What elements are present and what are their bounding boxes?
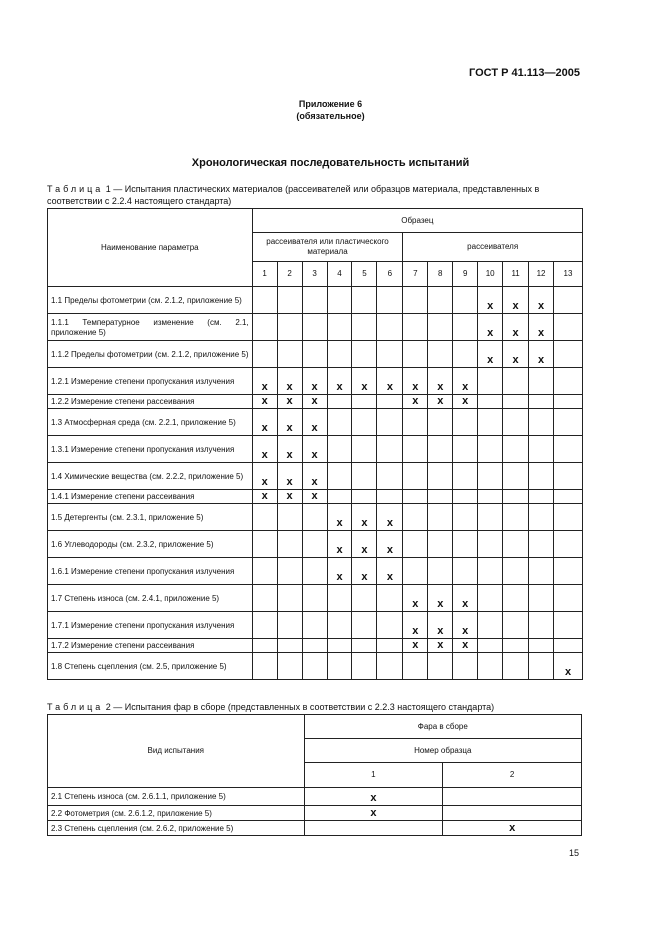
appendix-title: Приложение 6 bbox=[298, 99, 363, 109]
column-number: 9 bbox=[453, 262, 478, 287]
mark-cell bbox=[377, 490, 403, 504]
mark-cell bbox=[352, 639, 377, 653]
mark-cell: x bbox=[327, 531, 352, 558]
column-number: 2 bbox=[443, 763, 582, 788]
table-row bbox=[48, 558, 583, 585]
row-label: 1.4 Химические вещества (см. 2.2.2, приложение 5) bbox=[48, 463, 253, 490]
mark-cell bbox=[252, 612, 277, 639]
column-number: 3 bbox=[302, 262, 327, 287]
row-label: 2.3 Степень сцепления (см. 2.6.2, приложение 5) bbox=[48, 821, 305, 836]
mark-cell bbox=[478, 531, 503, 558]
mark-cell: x bbox=[352, 504, 377, 531]
mark-cell: x bbox=[478, 314, 503, 341]
table-row bbox=[48, 341, 583, 368]
mark-cell bbox=[352, 490, 377, 504]
mark-cell bbox=[478, 395, 503, 409]
mark-cell bbox=[453, 409, 478, 436]
mark-cell bbox=[443, 788, 582, 806]
mark-cell bbox=[554, 612, 583, 639]
row-label: 1.3.1 Измерение степени пропускания излучения bbox=[48, 436, 253, 463]
mark-cell: x bbox=[377, 531, 403, 558]
table-row bbox=[48, 806, 582, 821]
mark-cell: x bbox=[252, 368, 277, 395]
mark-cell bbox=[478, 368, 503, 395]
appendix-heading bbox=[0, 98, 661, 122]
table-row bbox=[48, 463, 583, 490]
row-label: 1.5 Детергенты (см. 2.3.1, приложение 5) bbox=[48, 504, 253, 531]
mark-cell bbox=[453, 341, 478, 368]
column-number: 6 bbox=[377, 262, 403, 287]
table2-caption-label: Таблица bbox=[47, 702, 104, 712]
mark-cell bbox=[529, 436, 554, 463]
mark-cell bbox=[327, 287, 352, 314]
mark-cell: x bbox=[377, 504, 403, 531]
mark-cell bbox=[428, 409, 453, 436]
mark-cell bbox=[428, 314, 453, 341]
mark-cell bbox=[277, 558, 302, 585]
table1-caption bbox=[47, 183, 582, 207]
column-number: 5 bbox=[352, 262, 377, 287]
table-row bbox=[48, 368, 583, 395]
mark-cell: x bbox=[554, 653, 583, 680]
mark-cell bbox=[403, 490, 428, 504]
mark-cell bbox=[252, 531, 277, 558]
mark-cell bbox=[277, 531, 302, 558]
mark-cell bbox=[277, 341, 302, 368]
mark-cell: x bbox=[453, 585, 478, 612]
mark-cell bbox=[277, 612, 302, 639]
mark-cell bbox=[554, 585, 583, 612]
table1-caption-label: Таблица bbox=[47, 184, 104, 194]
table1-caption-text: 1 — Испытания пластических материалов (рассеивателей или образцов материала, представленных в соответствии с 2.2.4 настоящего стандарта) bbox=[47, 184, 540, 206]
mark-cell bbox=[554, 341, 583, 368]
row-label: 1.1.2 Пределы фотометрии (см. 2.1.2, приложение 5) bbox=[48, 341, 253, 368]
mark-cell bbox=[277, 504, 302, 531]
mark-cell bbox=[252, 558, 277, 585]
mark-cell bbox=[302, 504, 327, 531]
mark-cell bbox=[453, 490, 478, 504]
row-label: 1.6 Углеводороды (см. 2.3.2, приложение 5) bbox=[48, 531, 253, 558]
column-number: 2 bbox=[277, 262, 302, 287]
mark-cell bbox=[554, 368, 583, 395]
mark-cell bbox=[453, 504, 478, 531]
mark-cell bbox=[403, 558, 428, 585]
mark-cell bbox=[377, 395, 403, 409]
mark-cell bbox=[529, 531, 554, 558]
mark-cell bbox=[428, 463, 453, 490]
mark-cell bbox=[428, 341, 453, 368]
mark-cell bbox=[252, 314, 277, 341]
table1-group2-header: рассеивателя bbox=[403, 233, 583, 262]
mark-cell: x bbox=[377, 558, 403, 585]
mark-cell: x bbox=[277, 463, 302, 490]
appendix-note: (обязательное) bbox=[296, 111, 365, 121]
mark-cell bbox=[327, 409, 352, 436]
mark-cell: x bbox=[503, 314, 529, 341]
mark-cell bbox=[503, 531, 529, 558]
column-number: 13 bbox=[554, 262, 583, 287]
mark-cell bbox=[302, 531, 327, 558]
mark-cell bbox=[478, 504, 503, 531]
mark-cell bbox=[428, 436, 453, 463]
mark-cell: x bbox=[252, 490, 277, 504]
row-label: 2.1 Степень износа (см. 2.6.1.1, приложение 5) bbox=[48, 788, 305, 806]
mark-cell bbox=[554, 531, 583, 558]
mark-cell bbox=[377, 653, 403, 680]
mark-cell: x bbox=[327, 504, 352, 531]
row-label: 1.3 Атмосферная среда (см. 2.2.1, приложение 5) bbox=[48, 409, 253, 436]
mark-cell bbox=[503, 436, 529, 463]
mark-cell bbox=[554, 287, 583, 314]
mark-cell bbox=[554, 490, 583, 504]
mark-cell bbox=[428, 558, 453, 585]
mark-cell: x bbox=[252, 409, 277, 436]
mark-cell bbox=[327, 314, 352, 341]
mark-cell bbox=[352, 341, 377, 368]
mark-cell bbox=[453, 314, 478, 341]
mark-cell bbox=[453, 531, 478, 558]
row-label: 1.8 Степень сцепления (см. 2.5, приложение 5) bbox=[48, 653, 253, 680]
mark-cell bbox=[277, 287, 302, 314]
mark-cell bbox=[403, 531, 428, 558]
column-number: 4 bbox=[327, 262, 352, 287]
mark-cell bbox=[503, 558, 529, 585]
mark-cell bbox=[503, 395, 529, 409]
mark-cell bbox=[503, 368, 529, 395]
column-number: 7 bbox=[403, 262, 428, 287]
table-row bbox=[48, 395, 583, 409]
mark-cell bbox=[403, 287, 428, 314]
mark-cell bbox=[327, 463, 352, 490]
mark-cell: x bbox=[252, 463, 277, 490]
mark-cell bbox=[478, 653, 503, 680]
row-label: 1.7.1 Измерение степени пропускания излучения bbox=[48, 612, 253, 639]
mark-cell bbox=[478, 639, 503, 653]
mark-cell: x bbox=[377, 368, 403, 395]
mark-cell bbox=[428, 531, 453, 558]
mark-cell bbox=[443, 806, 582, 821]
row-label: 1.7.2 Измерение степени рассеивания bbox=[48, 639, 253, 653]
mark-cell bbox=[304, 821, 443, 836]
column-number: 8 bbox=[428, 262, 453, 287]
mark-cell: x bbox=[478, 341, 503, 368]
mark-cell bbox=[352, 409, 377, 436]
mark-cell: x bbox=[529, 287, 554, 314]
mark-cell bbox=[403, 504, 428, 531]
mark-cell bbox=[529, 504, 554, 531]
mark-cell: x bbox=[403, 585, 428, 612]
mark-cell: x bbox=[252, 436, 277, 463]
mark-cell bbox=[428, 287, 453, 314]
mark-cell bbox=[377, 314, 403, 341]
page-number: 15 bbox=[569, 848, 580, 858]
page-title: Хронологическая последовательность испытаний bbox=[191, 157, 470, 169]
mark-cell bbox=[277, 639, 302, 653]
mark-cell bbox=[403, 653, 428, 680]
mark-cell bbox=[503, 585, 529, 612]
mark-cell bbox=[277, 314, 302, 341]
mark-cell bbox=[453, 287, 478, 314]
table-row bbox=[48, 585, 583, 612]
table2-group-header: Фара в сборе bbox=[304, 715, 581, 739]
row-label: 1.2.1 Измерение степени пропускания излучения bbox=[48, 368, 253, 395]
mark-cell bbox=[377, 612, 403, 639]
mark-cell bbox=[327, 490, 352, 504]
mark-cell bbox=[403, 463, 428, 490]
mark-cell bbox=[503, 639, 529, 653]
mark-cell bbox=[302, 341, 327, 368]
mark-cell: x bbox=[352, 558, 377, 585]
mark-cell: x bbox=[352, 531, 377, 558]
mark-cell bbox=[503, 612, 529, 639]
mark-cell bbox=[252, 639, 277, 653]
column-number: 1 bbox=[304, 763, 443, 788]
mark-cell bbox=[252, 287, 277, 314]
mark-cell: x bbox=[428, 612, 453, 639]
mark-cell bbox=[428, 653, 453, 680]
column-number: 1 bbox=[252, 262, 277, 287]
mark-cell: x bbox=[277, 490, 302, 504]
mark-cell bbox=[277, 653, 302, 680]
mark-cell bbox=[478, 409, 503, 436]
mark-cell bbox=[302, 287, 327, 314]
mark-cell bbox=[503, 490, 529, 504]
mark-cell bbox=[529, 585, 554, 612]
mark-cell bbox=[428, 504, 453, 531]
table-row bbox=[48, 639, 583, 653]
mark-cell bbox=[453, 653, 478, 680]
mark-cell bbox=[478, 558, 503, 585]
mark-cell bbox=[403, 314, 428, 341]
table-row bbox=[48, 436, 583, 463]
mark-cell bbox=[554, 409, 583, 436]
mark-cell: x bbox=[304, 788, 443, 806]
mark-cell bbox=[327, 639, 352, 653]
mark-cell: x bbox=[252, 395, 277, 409]
mark-cell bbox=[554, 558, 583, 585]
mark-cell bbox=[377, 409, 403, 436]
mark-cell bbox=[302, 558, 327, 585]
mark-cell: x bbox=[302, 463, 327, 490]
mark-cell: x bbox=[277, 395, 302, 409]
mark-cell bbox=[252, 653, 277, 680]
mark-cell: x bbox=[428, 585, 453, 612]
column-number: 10 bbox=[478, 262, 503, 287]
table2 bbox=[47, 714, 582, 836]
row-label: 1.1.1 Температурное изменение (см. 2.1, приложение 5) bbox=[48, 314, 253, 341]
mark-cell: x bbox=[478, 287, 503, 314]
mark-cell: x bbox=[302, 409, 327, 436]
mark-cell bbox=[554, 463, 583, 490]
mark-cell bbox=[302, 653, 327, 680]
mark-cell bbox=[403, 409, 428, 436]
standard-header: ГОСТ Р 41.113—2005 bbox=[469, 67, 580, 79]
row-label: 1.4.1 Измерение степени рассеивания bbox=[48, 490, 253, 504]
mark-cell bbox=[529, 612, 554, 639]
mark-cell bbox=[352, 612, 377, 639]
mark-cell bbox=[453, 558, 478, 585]
mark-cell: x bbox=[352, 368, 377, 395]
column-number: 11 bbox=[503, 262, 529, 287]
table1 bbox=[47, 208, 583, 680]
mark-cell: x bbox=[302, 395, 327, 409]
mark-cell bbox=[529, 409, 554, 436]
mark-cell: x bbox=[304, 806, 443, 821]
mark-cell bbox=[478, 436, 503, 463]
mark-cell bbox=[529, 558, 554, 585]
mark-cell bbox=[478, 585, 503, 612]
mark-cell bbox=[529, 463, 554, 490]
table-row bbox=[48, 287, 583, 314]
mark-cell: x bbox=[453, 639, 478, 653]
table2-caption-text: 2 — Испытания фар в сборе (представленных в соответствии с 2.2.3 настоящего стандарта) bbox=[103, 702, 495, 712]
mark-cell bbox=[377, 585, 403, 612]
mark-cell: x bbox=[403, 395, 428, 409]
mark-cell: x bbox=[277, 436, 302, 463]
mark-cell bbox=[352, 314, 377, 341]
mark-cell: x bbox=[453, 612, 478, 639]
table-row bbox=[48, 531, 583, 558]
table-row bbox=[48, 490, 583, 504]
mark-cell bbox=[529, 653, 554, 680]
mark-cell: x bbox=[277, 409, 302, 436]
mark-cell bbox=[403, 341, 428, 368]
mark-cell bbox=[327, 612, 352, 639]
mark-cell: x bbox=[302, 436, 327, 463]
table2-sample-header: Номер образца bbox=[304, 739, 581, 763]
mark-cell bbox=[503, 504, 529, 531]
mark-cell: x bbox=[277, 368, 302, 395]
mark-cell bbox=[327, 436, 352, 463]
mark-cell: x bbox=[453, 395, 478, 409]
mark-cell bbox=[352, 395, 377, 409]
mark-cell bbox=[403, 436, 428, 463]
table1-group1-header: рассеивателя или пластического материала bbox=[252, 233, 403, 262]
mark-cell: x bbox=[327, 368, 352, 395]
mark-cell bbox=[327, 341, 352, 368]
mark-cell bbox=[327, 653, 352, 680]
mark-cell bbox=[352, 585, 377, 612]
table-row bbox=[48, 821, 582, 836]
mark-cell bbox=[453, 436, 478, 463]
mark-cell: x bbox=[503, 341, 529, 368]
mark-cell: x bbox=[428, 368, 453, 395]
mark-cell bbox=[453, 463, 478, 490]
table-row bbox=[48, 314, 583, 341]
table1-sample-header: Образец bbox=[252, 209, 582, 233]
mark-cell bbox=[554, 639, 583, 653]
table-row bbox=[48, 612, 583, 639]
mark-cell: x bbox=[443, 821, 582, 836]
mark-cell bbox=[377, 436, 403, 463]
mark-cell bbox=[554, 504, 583, 531]
mark-cell bbox=[503, 653, 529, 680]
mark-cell bbox=[302, 314, 327, 341]
mark-cell: x bbox=[302, 368, 327, 395]
mark-cell bbox=[529, 395, 554, 409]
mark-cell: x bbox=[428, 639, 453, 653]
table-row bbox=[48, 409, 583, 436]
mark-cell bbox=[352, 287, 377, 314]
row-label: 1.2.2 Измерение степени рассеивания bbox=[48, 395, 253, 409]
mark-cell: x bbox=[302, 490, 327, 504]
mark-cell bbox=[252, 504, 277, 531]
mark-cell bbox=[352, 463, 377, 490]
mark-cell bbox=[377, 639, 403, 653]
mark-cell: x bbox=[529, 341, 554, 368]
table-row bbox=[48, 653, 583, 680]
mark-cell: x bbox=[327, 558, 352, 585]
table-row bbox=[48, 788, 582, 806]
mark-cell bbox=[377, 341, 403, 368]
mark-cell: x bbox=[403, 368, 428, 395]
mark-cell bbox=[352, 436, 377, 463]
mark-cell bbox=[352, 653, 377, 680]
mark-cell bbox=[554, 436, 583, 463]
table2-type-header: Вид испытания bbox=[48, 715, 305, 788]
mark-cell bbox=[327, 395, 352, 409]
row-label: 1.6.1 Измерение степени пропускания излучения bbox=[48, 558, 253, 585]
mark-cell bbox=[503, 463, 529, 490]
mark-cell: x bbox=[503, 287, 529, 314]
mark-cell: x bbox=[453, 368, 478, 395]
mark-cell bbox=[327, 585, 352, 612]
row-label: 1.7 Степень износа (см. 2.4.1, приложение 5) bbox=[48, 585, 253, 612]
mark-cell bbox=[377, 463, 403, 490]
mark-cell bbox=[529, 639, 554, 653]
table-row bbox=[48, 504, 583, 531]
mark-cell: x bbox=[428, 395, 453, 409]
mark-cell bbox=[529, 490, 554, 504]
mark-cell bbox=[554, 314, 583, 341]
table1-param-header: Наименование параметра bbox=[48, 209, 253, 287]
mark-cell bbox=[277, 585, 302, 612]
mark-cell bbox=[302, 639, 327, 653]
table2-caption bbox=[47, 701, 582, 713]
mark-cell bbox=[252, 341, 277, 368]
mark-cell bbox=[302, 585, 327, 612]
mark-cell bbox=[554, 395, 583, 409]
mark-cell bbox=[302, 612, 327, 639]
mark-cell bbox=[478, 612, 503, 639]
mark-cell bbox=[478, 463, 503, 490]
mark-cell bbox=[529, 368, 554, 395]
mark-cell bbox=[503, 409, 529, 436]
mark-cell: x bbox=[529, 314, 554, 341]
mark-cell: x bbox=[403, 639, 428, 653]
mark-cell bbox=[252, 585, 277, 612]
mark-cell bbox=[377, 287, 403, 314]
mark-cell: x bbox=[403, 612, 428, 639]
mark-cell bbox=[478, 490, 503, 504]
column-number: 12 bbox=[529, 262, 554, 287]
row-label: 1.1 Пределы фотометрии (см. 2.1.2, приложение 5) bbox=[48, 287, 253, 314]
row-label: 2.2 Фотометрия (см. 2.6.1.2, приложение 5) bbox=[48, 806, 305, 821]
mark-cell bbox=[428, 490, 453, 504]
